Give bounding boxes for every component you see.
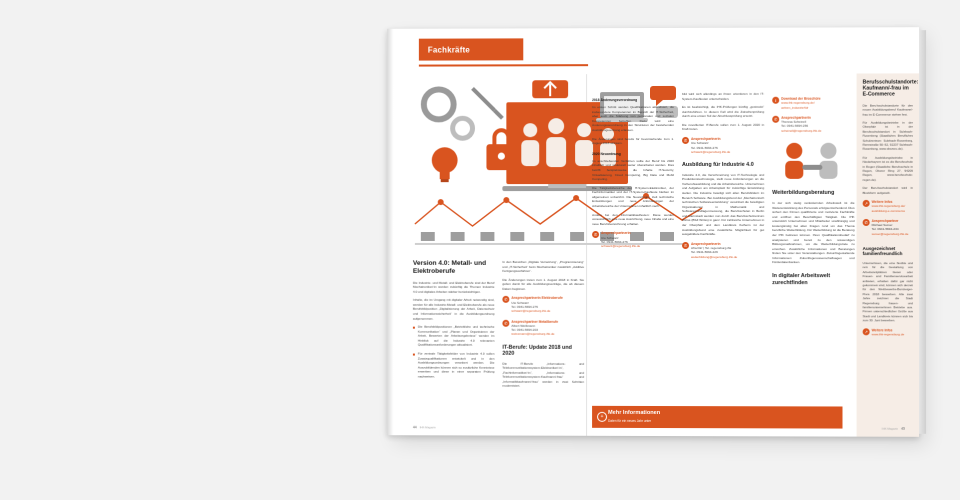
paragraph: Die Tätigkeitsbereiche der IT-System-Elektroniker, der Fachinformatiker und der IT-System-Kaufleute bleiben im allgemeinen unberührt. Die Neuordnung zielt technische Entwicklungen und neue Anforderungen der Arbeitsbereiche der Unternehmen inhaltlich nach.: [592, 185, 675, 209]
paragraph: Es ist beabsichtigt, die IHK-Prüfungen künftig „gestreckt“ durchzuführen. In diesem Fall wird die Zwischenprüfung durch eine ersten Teil der Abschlussprüfung ersetzt.: [682, 104, 765, 119]
contact-title: Ansprechpartnerin: [691, 241, 721, 246]
section-rule: [419, 64, 588, 66]
column-2: [502, 260, 584, 393]
contact-email[interactable]: weissmann@regensburg.ihk.de: [511, 332, 555, 337]
contact-line: Ute Schwarz: [601, 235, 619, 240]
folio-right: 45: [901, 426, 905, 431]
section-tab: [419, 38, 523, 60]
wrench-icon: [473, 88, 503, 118]
contact-line: Theresa Scheinell: [781, 119, 807, 124]
phone-icon: ✆: [683, 137, 688, 144]
paragraph: Die Industrie- und Metall- und Elektroberufe sind der Beruf Mechatroniker/-in werden zukünftig die Themen Industrie 4.0 und digitales Arbeiten stärker berücksichtigen.: [412, 280, 495, 294]
contact-title: Weitere Infos: [871, 327, 893, 332]
link-icon: ↗: [864, 328, 868, 334]
contact-line: Albert Weißmann: [511, 323, 536, 328]
paragraph: In der sich stetig verändernden Arbeitswelt ist die Weiterentwicklung des Personals erfolgsentscheidend. Dies sichert den Firmen qualifizierte und motivierte Fachkräfte und eröffnet den Beschäftigten Tätigkeit. Die IHK unterstützt Unternehmen und Mitarbeiter unabhängig und kostengünstig bei allen Fragen rund um das Thema berufliche Weiterbildung. Für Weiterbildung ist die Beratung der IHK beitreten können. Ihren Qualifikationsbedarf zu analysieren und bereit zu den notwendigen Bildungsmaßnahmen, um die Weiterbildungsziele zu erreichen. Zusätzliche Informationen und Beratungen finden Sie unter den Veranstaltungen. Zukunftsgestaltende Informationen: Zukunftsgenossenschaftsagen und Förderdatenbanken.: [772, 200, 855, 265]
paragraph: Im anschließenden Verfahren sollte der Beruf bis 2020 inhaltlich und strukturell weiter überarbeitet werden. Dies betrifft beispielsweise die Inhalte IT-Security, Virtualisierung, Cloud Computing, Big Data und Mobil Computing.: [592, 158, 675, 182]
bullet-item: Für zentrale Tätigkeitsfelder von Industrie 4.0 sollen Zusatzqualifikationen entwickelt und in den Ausbildungsordnungen verankert werden. Die Auszubildenden können sich so zusätzliche Kenntnisse erwerben und diese in einer separaten Prüfung nachweisen.: [413, 352, 494, 380]
column-4: [682, 92, 764, 265]
paragraph: Die IT-Berufe „Informations- und Telekommunikationssystem-Elektroniker/-in“, „Fachinformatiker/-in“, „Informations- und Telekommunikationssystem-Kaufmann/-frau“ und „Informatikkaufmann/-frau“ werden in zwei Schritten modernisiert.: [502, 361, 585, 389]
contact-line: Ute Schwarz: [511, 300, 529, 305]
paragraph: Der Berufsschulstandort wird in Blockform aufgeteilt.: [862, 186, 913, 195]
contact-line: Michael Sumer: [871, 223, 893, 228]
contact-title: Download der Broschüre: [781, 96, 821, 101]
section-tab-label: Fachkräfte: [427, 45, 471, 55]
contact-line: Tel. 0941-5694-229: [691, 250, 718, 255]
contact-title: Ansprechpartnerin Elektroberufe: [511, 296, 563, 301]
magazine-spread: [387, 27, 919, 437]
contact-email[interactable]: scheinell@regensburg.ihk.de: [781, 128, 822, 133]
page-number-left: [413, 425, 436, 429]
paragraph: Die Änderungen sind bereits für bevorstehende zum 1. August 2018 wirksam.: [592, 136, 675, 146]
phone-icon: ✆: [593, 232, 598, 238]
more-information-subtitle: Daten für ein neues Jahr unter: [608, 418, 652, 423]
paragraph: Im ersten Schritt werden Qualifikationen aktualisiert, die insbesondere Kompetenzen im Bereich der IT-Sicherheit, aber auch die Stärkung von personalen und sozialen Kompetenzen betreffen. Dazu wird eine Änderungsverordnung in den Strukturen der bestehenden Ausbildungsordnung erlassen.: [592, 105, 675, 133]
heading-aenderungsverordnung: 2018 Änderungsverordnung: [592, 98, 638, 103]
contact-title: Ansprechpartner: [871, 218, 899, 223]
contact-line: Tel. 0941-5694-256: [781, 124, 809, 129]
contact-block[interactable]: [682, 242, 764, 259]
page-number-right: [882, 427, 905, 431]
contact-line: Tel. 0941-5694-234: [871, 227, 899, 232]
heading-ausbildung-industrie-40: Ausbildung für Industrie 4.0: [682, 162, 754, 169]
lightbulb-icon: [432, 147, 458, 182]
paragraph: Industrie 4.0, die Verschmelzung von IT-Technologie und Produktionstechnologie, stellt neue Anforderungen an die Vorberufsausbildung und die Arbeitsbereiche. Unternehmen und Aufgaben am Arbeitsplatz für zukünftige Entwicklung stellen. Die Industrie beteiligt sich allen Berufsbildern im Bereich Software. Bei Ausbildungsbund der „Mechatronisch technischen Softwareentwicklung“ vereinbart die beteiligten Organisationen in Mathematik und Softwaregrundlagenmessung, die Berufsschulen in Berlin und Darmstadt werden nun durch das Berufsschulzentrum Wiriss (BSZ Wiriss) in ganz. Für zahlreiche Unternehmen in der Oberpfalz und dem Landkreis Kelheim ist der Ausbildungsbund eine zusätzliche Möglichkeit für gut ausgebildete Fachkräfte.: [682, 172, 765, 237]
paragraph: Anders bei den Informatikkaufleuten: Diese werden vorausichtlich eine neue Ausrichtung, neue Inhalte und eine neue Berufsbezeichnung erhalten.: [592, 212, 675, 226]
contact-block[interactable]: [863, 200, 913, 213]
phone-icon: ✆: [774, 116, 778, 122]
contact-title: Ansprechpartnerin: [781, 115, 811, 120]
column-1: [413, 260, 494, 383]
paragraph: Für Ausbildungsbetriebe in der Oberpfalz ist in der Berufsschulstandort in Sulzbach-Rosenberg (Staatliches Berufliches Schulzentrum Sulzbach-Rosenberg, Rennstraße 50–52, 92237 Sulzbach-Rosenberg, www.sbszsro.de).: [862, 120, 913, 152]
contact-email[interactable]: schwarz@regensburg.ihk.de: [691, 149, 731, 154]
paragraph: Inhalte, die im Umgang mit digitaler Arbeit notwendig sind, werden für alle Industrie-Metall- und Elektroberufe als neue Berufsbildposition „Digitalisierung der Arbeit, Datenschutz und Informationssicherheit“ in die Ausbildungsordnung aufgenommen.: [412, 298, 495, 321]
contact-link[interactable]: www.ihk-regensburg.de/: [781, 100, 815, 106]
heading-neuordnung: 2020 Neuordnung: [592, 151, 621, 156]
contact-line: Tel. 0941-5694-203: [511, 327, 538, 332]
folio-right-note: IHK-Magazin: [881, 426, 899, 431]
contact-block[interactable]: [772, 115, 854, 132]
plus-circle-icon: +: [597, 412, 607, 422]
folio-left: 44: [412, 425, 417, 430]
contact-email[interactable]: schwarz@regensburg.ihk.de: [511, 309, 551, 314]
contact-title: Weitere Infos: [871, 199, 893, 204]
paragraph: Die Änderungen treten zum 1. August 2018 in Kraft. Sie gelten damit für alle Ausbildungsverträge, die ab diesem Datum beginnen.: [502, 277, 585, 291]
folio-left-note: IHK-Magazin: [419, 425, 436, 430]
contact-link[interactable]: www.ihk-regensburg.de/: [871, 204, 906, 209]
contact-block[interactable]: [502, 319, 584, 336]
heading-it-berufe: IT-Berufe: Update 2018 und 2020: [502, 344, 572, 357]
more-information-banner[interactable]: [592, 406, 842, 429]
contact-block[interactable]: [502, 296, 584, 313]
paragraph: Die novellierten IT-Berufe sollen zum 1. August 2020 in Kraft treten.: [682, 122, 765, 132]
contact-email[interactable]: schwarz@regensburg.ihk.de: [601, 244, 641, 249]
contact-line: Tel. 0941-5694-276: [691, 145, 718, 150]
right-rail-content: [862, 79, 919, 342]
heading-weiterbildungsberatung: Weiterbildungsberatung: [772, 190, 835, 197]
phone-icon: ✆: [864, 219, 868, 225]
contact-block[interactable]: [592, 231, 674, 248]
contact-block[interactable]: [682, 137, 764, 154]
paragraph: Unternehmen, die eine flexible und rein für die Gestaltung von Arbeitszeitplätzen bieten oder Frauen- und Familienservicearbeit anbieten, erhalten dafür gar nicht gekommen sind, können sich derzeit für den Wettbewerbs-Buntzeiger-Preis 2018 bewerben. Alle zwei Jahre zeichnet die Stadt Regensburg frauen- und familienunternehmen Betriebe aus. Firmen unterschiedlicher Größe aus Stadt und Landkreis können sich bis zum 30. Juni bewerben.: [862, 260, 913, 323]
heading-digitale-arbeitswelt: In digitaler Arbeitswelt zurechtfinden: [772, 273, 831, 286]
heading-version-40: Version 4.0: Metall- und Elektroberufe: [412, 259, 487, 275]
column-5: [772, 92, 854, 291]
contact-title: Ansprechpartnerin: [691, 136, 721, 141]
contact-link[interactable]: www.ihk-regensburg.de: [871, 332, 905, 337]
contact-line: Afra Dirr | Tel. regensburg.ihk: [691, 245, 732, 251]
heading-familienfreundlich: Ausgezeichnet familienfreundlich: [862, 245, 903, 257]
phone-icon: ✆: [504, 297, 508, 303]
bullet-item: Die Berufsbildpositionen „Betriebliche und technische Kommunikation“ und „Planen und Organisieren der Arbeit, Bewerten der Arbeitsergebnisse“ werden im Hinblick auf die Industrie 4.0 relevanten Qualifikationsanforderungen aktualisiert.: [413, 325, 494, 348]
column-3: [592, 92, 674, 254]
heading-berufsschulstandorte: Berufsschulstandorte: Kaufmann/-frau im E-Commerce: [862, 79, 919, 99]
link-icon: ↗: [864, 200, 868, 206]
contact-block[interactable]: [863, 219, 913, 236]
cloud-upload-icon: [532, 80, 568, 98]
contact-email[interactable]: sumer@regensburg.ihk.de: [871, 231, 909, 236]
paragraph: Für Ausbildungsbetriebe in Niederbayern ist es die Berufsschule in Regen (Staatliche Berufsschule in Regen, Oberer Ring 27, 94209 Regen, www.berufsschule-regen.de).: [862, 155, 913, 182]
handshake-illustration: [772, 139, 854, 183]
phone-icon: ✆: [504, 320, 508, 326]
contact-line: Tel. 0941-5694-276: [601, 239, 628, 244]
contact-link[interactable]: ausbildung-e-commerce: [871, 208, 906, 213]
paragraph: bild wird sich allerdings an ihnen orientieren in den IT-System-Kaufleuten unterscheiden.: [682, 91, 765, 101]
contact-email[interactable]: weiterbildung@regensburg.ihk.de: [691, 254, 738, 259]
contact-block[interactable]: [863, 328, 913, 337]
contact-title: Ansprechpartnerin: [601, 231, 631, 236]
contact-line: Ute Schwarz: [691, 141, 709, 146]
contact-block[interactable]: [772, 97, 854, 110]
download-icon: ⭳: [772, 97, 779, 104]
contact-line: Tel. 0941-5694-276: [511, 304, 538, 309]
contact-title: Ansprechpartner Metallberufe: [511, 319, 559, 324]
contact-link[interactable]: azbvm_industrie4dr: [781, 105, 809, 110]
gear-icon: [424, 89, 473, 138]
paragraph: In den Bereichen „Digitale Vernetzung“, „Programmierung“ und „IT-Sicherheit“ beim Mechatroniker zusätzlich „Additive Fertigungsverfahren“.: [502, 259, 585, 274]
more-information-title: Mehr Informationen: [608, 409, 661, 417]
page-gutter: [387, 29, 396, 435]
phone-icon: ✆: [683, 242, 688, 248]
paragraph: Die Berufsschulstandorte für den neuen Ausbildungsberuf Kaufmann/-frau im E-Commerce stehen fest.: [862, 103, 913, 117]
